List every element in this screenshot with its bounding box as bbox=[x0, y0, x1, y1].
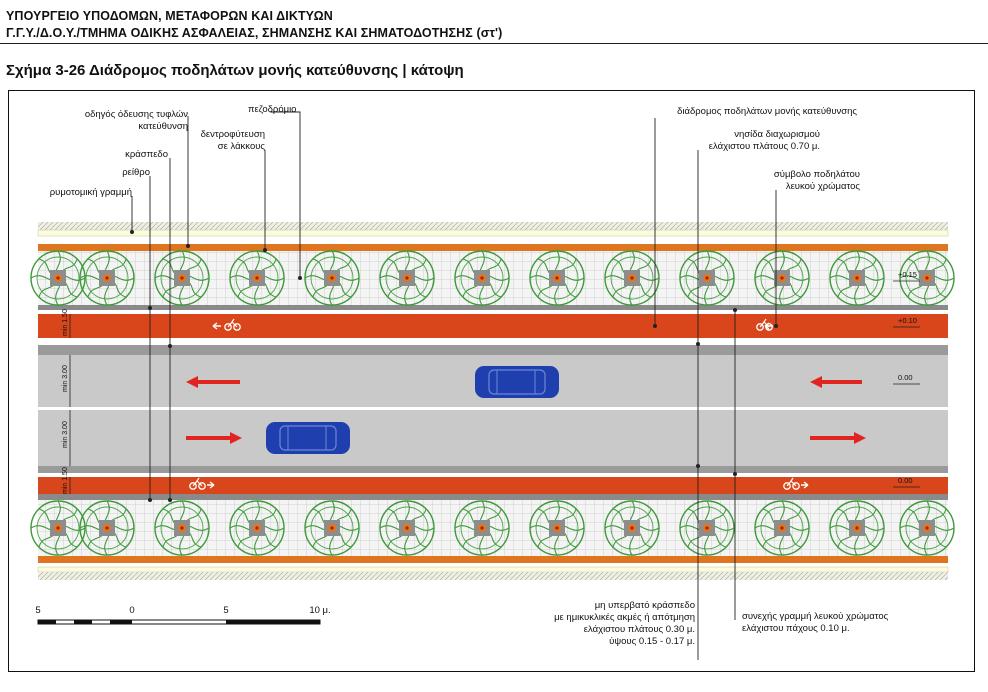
level-road: 0.00 bbox=[898, 373, 913, 382]
department-header: Γ.Γ.Υ./Δ.Ο.Υ./ΤΜΗΜΑ ΟΔΙΚΗΣ ΑΣΦΑΛΕΙΑΣ, ΣΗΜΑΝΣΗΣ ΚΑΙ ΣΗΜΑΤΟΔΟΤΗΣΗΣ (στ') bbox=[6, 26, 503, 40]
label-symbol-1: σύμβολο ποδηλάτου bbox=[773, 169, 860, 180]
label-curb: κράσπεδο bbox=[125, 149, 168, 160]
label-curb-note-2: με ημικυκλικές ακμές ή απότμηση bbox=[554, 612, 695, 623]
label-island-1: νησίδα διαχωρισμού bbox=[734, 129, 820, 140]
label-sidewalk: πεζοδρόμιο bbox=[248, 104, 297, 115]
level-bike-lane-top: +0.10 bbox=[898, 316, 917, 325]
label-curb-note-4: ύψους 0.15 - 0.17 μ. bbox=[609, 636, 695, 647]
scale-tick-1: 0 bbox=[129, 605, 135, 616]
level-markers bbox=[893, 281, 920, 487]
scale-tick-0: 5 bbox=[35, 605, 41, 616]
label-white-line-1: συνεχής γραμμή λευκού χρώματος bbox=[742, 611, 889, 622]
level-bike-lane-bottom: 0.00 bbox=[898, 476, 913, 485]
dim-bike-lane-bottom: min 1.50 bbox=[62, 467, 69, 494]
label-island-2: ελάχιστου πλάτους 0.70 μ. bbox=[708, 141, 820, 152]
level-sidewalk: +0.15 bbox=[898, 270, 917, 279]
label-tactile-2: κατεύθυνση bbox=[138, 121, 188, 132]
figure-title: Σχήμα 3-26 Διάδρομος ποδηλάτων μονής κατεύθυνσης | κάτοψη bbox=[6, 62, 464, 79]
label-curb-note-1: μη υπερβατό κράσπεδο bbox=[594, 600, 695, 611]
dim-bike-lane-top: min 1.50 bbox=[62, 309, 69, 336]
label-tactile-1: οδηγός όδευσης τυφλών bbox=[84, 109, 188, 120]
label-tree-2: σε λάκκους bbox=[217, 141, 265, 152]
ministry-header: ΥΠΟΥΡΓΕΙΟ ΥΠΟΔΟΜΩΝ, ΜΕΤΑΦΟΡΩΝ ΚΑΙ ΔΙΚΤΥΩΝ bbox=[6, 9, 333, 23]
scale-tick-3: 10 μ. bbox=[309, 605, 331, 616]
label-white-line-2: ελάχιστου πάχους 0.10 μ. bbox=[742, 623, 850, 634]
scale-tick-2: 5 bbox=[223, 605, 229, 616]
label-curb-note-3: ελάχιστου πλάτους 0.30 μ. bbox=[583, 624, 695, 635]
label-gutter: ρείθρο bbox=[122, 167, 150, 178]
label-tree-1: δεντροφύτευση bbox=[200, 129, 265, 140]
dim-lane-2: min 3.00 bbox=[62, 421, 69, 448]
dim-lane-1: min 3.00 bbox=[62, 365, 69, 392]
label-symbol-2: λευκού χρώματος bbox=[785, 181, 860, 192]
label-building-line: ρυμοτομική γραμμή bbox=[49, 187, 132, 198]
label-bike-lane: διάδρομος ποδηλάτων μονής κατεύθυνσης bbox=[677, 106, 857, 117]
